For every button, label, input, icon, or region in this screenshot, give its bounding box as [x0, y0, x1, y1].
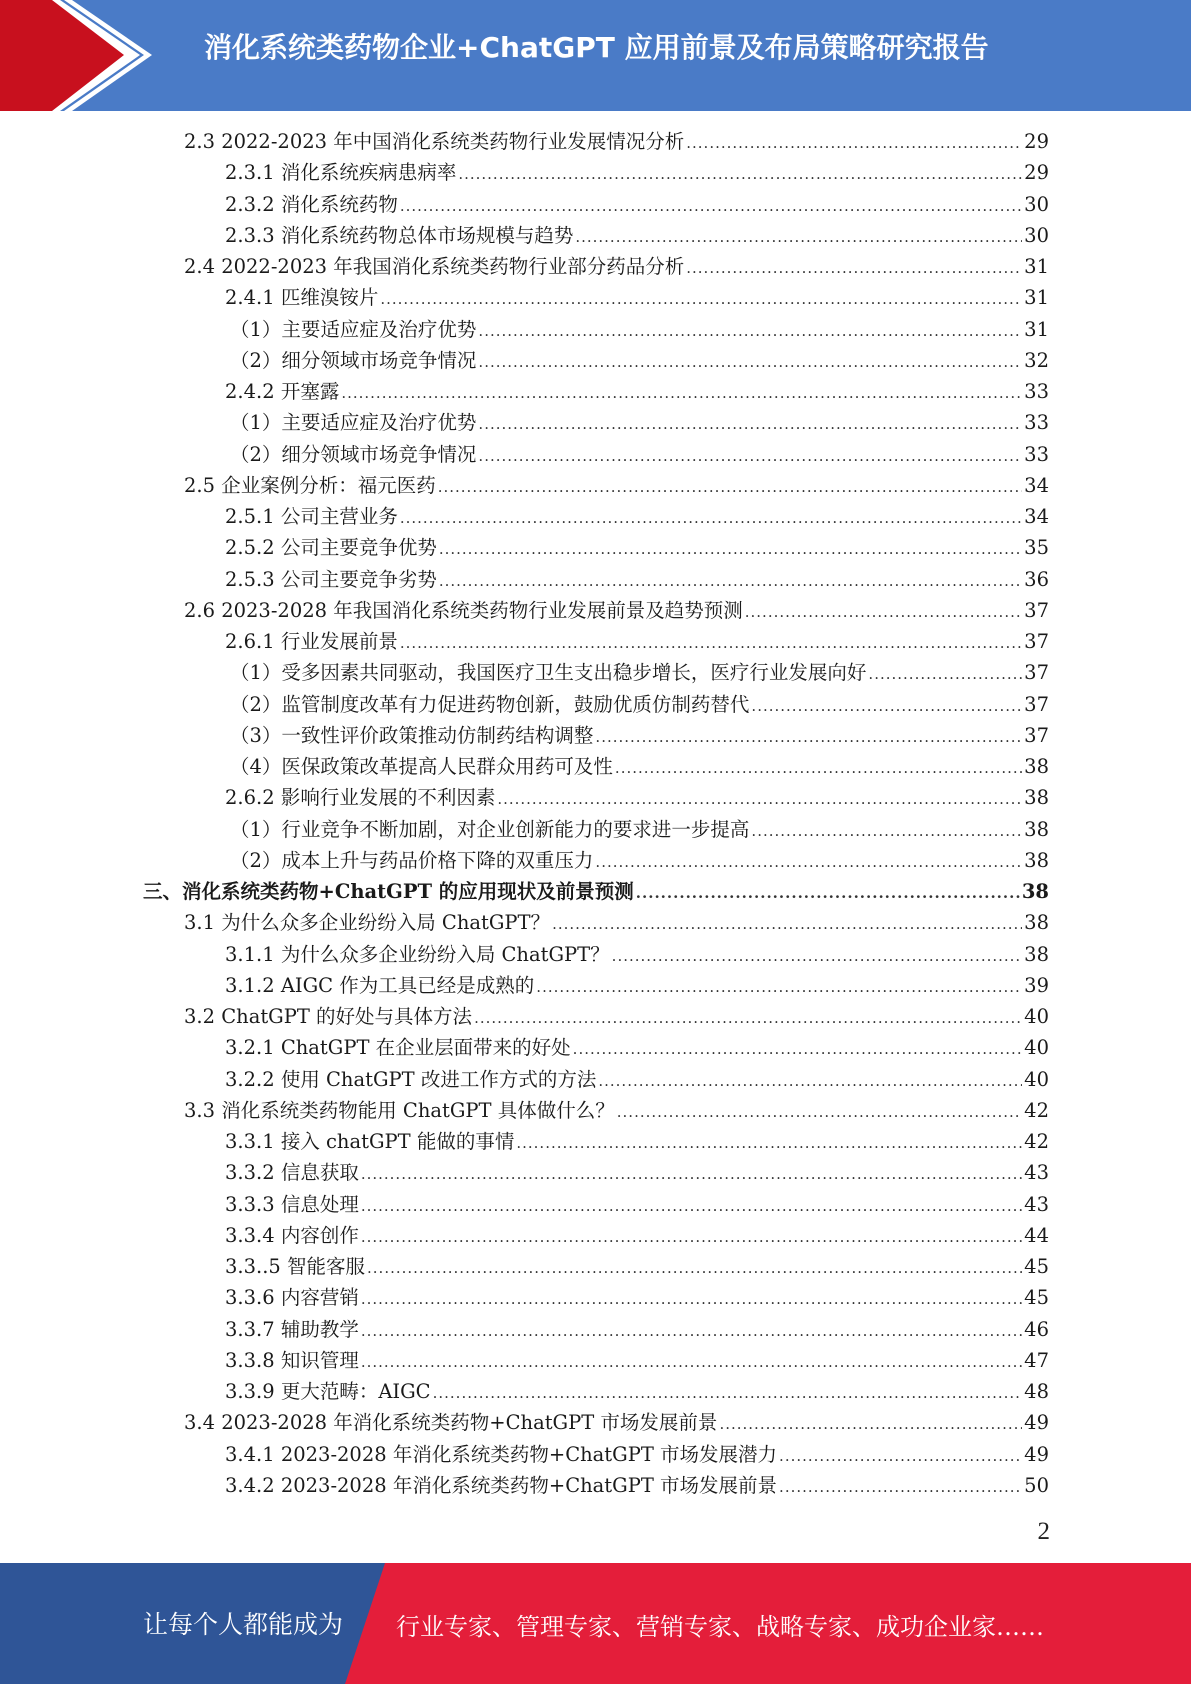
- toc-entry-page: 44: [1024, 1223, 1049, 1247]
- toc-dot-leader: [617, 1097, 1022, 1128]
- toc-dot-leader: [341, 378, 1022, 409]
- toc-entry-label: 2.4 2022-2023 年我国消化系统类药物行业部分药品分析: [184, 255, 685, 278]
- toc-entry[interactable]: [184, 907, 1049, 938]
- toc-entry[interactable]: [225, 282, 1049, 313]
- toc-entry-label: 3.3.7 辅助教学: [225, 1317, 359, 1341]
- toc-entry-page: 32: [1024, 348, 1049, 372]
- toc-dot-leader: [868, 659, 1022, 690]
- toc-entry[interactable]: [225, 532, 1049, 563]
- toc-entry-label: （1）行业竞争不断加剧，对企业创新能力的要求进一步提高: [230, 817, 750, 841]
- toc-dot-leader: [400, 191, 1022, 222]
- toc-entry-page: 36: [1024, 567, 1049, 591]
- toc-entry-page: 37: [1024, 661, 1049, 685]
- toc-entry-label: 3.3.8 知识管理: [225, 1348, 359, 1372]
- toc-dot-leader: [361, 1191, 1022, 1222]
- toc-entry[interactable]: [225, 157, 1049, 188]
- toc-dot-leader: [686, 128, 1022, 159]
- toc-entry-label: 三、消化系统类药物+ChatGPT 的应用现状及前景预测: [143, 880, 634, 903]
- toc-entry-label: 3.2.1 ChatGPT 在企业层面带来的好处: [225, 1036, 571, 1060]
- toc-entry-label: 2.6.2 影响行业发展的不利因素: [225, 786, 496, 810]
- toc-entry[interactable]: [230, 345, 1049, 376]
- toc-entry-label: 3.3 消化系统类药物能用 ChatGPT 具体做什么？: [184, 1098, 615, 1122]
- toc-dot-leader: [751, 691, 1022, 722]
- toc-entry-page: 33: [1024, 380, 1049, 403]
- toc-entry-page: 31: [1024, 317, 1049, 341]
- toc-dot-leader: [400, 503, 1022, 534]
- toc-entry[interactable]: [225, 1439, 1049, 1470]
- toc-entry-page: 46: [1024, 1317, 1049, 1341]
- toc-entry[interactable]: [230, 407, 1049, 438]
- toc-entry-page: 40: [1024, 1005, 1049, 1028]
- toc-entry-label: 3.3.3 信息处理: [225, 1192, 359, 1216]
- toc-entry[interactable]: [230, 657, 1049, 688]
- toc-entry[interactable]: [143, 876, 1049, 907]
- toc-entry-label: （4）医保政策改革提高人民群众用药可及性: [230, 755, 613, 778]
- toc-entry-page: 38: [1024, 942, 1049, 966]
- toc-entry-label: （2）成本上升与药品价格下降的双重压力: [230, 848, 594, 872]
- toc-entry-label: 2.5.2 公司主要竞争优势: [225, 536, 437, 560]
- toc-entry[interactable]: [225, 501, 1049, 532]
- toc-dot-leader: [361, 1347, 1022, 1378]
- toc-dot-leader: [361, 1316, 1022, 1347]
- toc-entry-label: 2.3.2 消化系统药物: [225, 192, 398, 216]
- toc-entry-label: 3.1.1 为什么众多企业纷纷入局 ChatGPT？: [225, 942, 610, 966]
- toc-dot-leader: [719, 1409, 1022, 1440]
- toc-entry[interactable]: [225, 1157, 1049, 1188]
- toc-dot-leader: [595, 722, 1022, 753]
- toc-dot-leader: [439, 534, 1022, 565]
- toc-entry-page: 42: [1024, 1130, 1049, 1153]
- toc-entry-label: 2.4.1 匹维溴铵片: [225, 286, 379, 310]
- toc-entry-label: 3.3.2 信息获取: [225, 1161, 359, 1185]
- toc-entry[interactable]: [184, 595, 1049, 626]
- toc-entry-page: 34: [1024, 505, 1049, 528]
- toc-entry-page: 31: [1024, 255, 1049, 278]
- toc-entry-page: 47: [1024, 1348, 1049, 1372]
- toc-entry-label: （2）监管制度改革有力促进药物创新，鼓励优质仿制药替代: [230, 692, 750, 716]
- toc-entry-page: 38: [1021, 880, 1049, 903]
- toc-entry-page: 29: [1024, 161, 1049, 185]
- toc-dot-leader: [595, 847, 1022, 878]
- toc-entry-page: 30: [1024, 223, 1049, 247]
- toc-entry[interactable]: [225, 1470, 1049, 1501]
- toc-entry-page: 42: [1024, 1098, 1049, 1122]
- page-header: [0, 0, 1191, 111]
- toc-entry-page: 38: [1024, 911, 1049, 935]
- toc-entry-label: 3.3.6 内容营销: [225, 1286, 359, 1310]
- toc-entry-label: 2.5 企业案例分析：福元医药: [184, 473, 436, 497]
- toc-entry-page: 31: [1024, 286, 1049, 310]
- toc-entry[interactable]: [230, 751, 1049, 782]
- toc-entry-page: 37: [1024, 630, 1049, 653]
- toc-dot-leader: [361, 1222, 1022, 1253]
- toc-entry[interactable]: [225, 1220, 1049, 1251]
- toc-dot-leader: [552, 909, 1022, 940]
- toc-entry[interactable]: [225, 220, 1049, 251]
- toc-dot-leader: [615, 753, 1022, 784]
- toc-entry-label: 2.6 2023-2028 年我国消化系统类药物行业发展前景及趋势预测: [184, 598, 743, 622]
- toc-entry[interactable]: [225, 1345, 1049, 1376]
- toc-entry-page: 35: [1024, 536, 1049, 560]
- toc-entry-label: 2.5.1 公司主营业务: [225, 505, 398, 528]
- toc-entry[interactable]: [230, 845, 1049, 876]
- toc-entry-page: 49: [1024, 1411, 1049, 1435]
- toc-entry[interactable]: [230, 689, 1049, 720]
- toc-entry[interactable]: [225, 626, 1049, 657]
- toc-dot-leader: [458, 159, 1022, 190]
- toc-dot-leader: [361, 1284, 1022, 1315]
- toc-entry-page: 30: [1024, 192, 1049, 216]
- toc-entry[interactable]: [184, 126, 1049, 157]
- toc-entry[interactable]: [184, 1095, 1049, 1126]
- toc-entry[interactable]: [230, 720, 1049, 751]
- toc-entry[interactable]: [225, 1032, 1049, 1063]
- toc-entry[interactable]: [225, 564, 1049, 595]
- toc-entry-page: 37: [1024, 692, 1049, 716]
- toc-dot-leader: [478, 316, 1022, 347]
- toc-entry[interactable]: [230, 814, 1049, 845]
- toc-entry-label: 3.2.2 使用 ChatGPT 改进工作方式的方法: [225, 1067, 597, 1091]
- toc-entry-label: 3.1.2 AIGC 作为工具已经是成熟的: [225, 973, 535, 997]
- toc-entry-label: 3.4 2023-2028 年消化系统类药物+ChatGPT 市场发展前景: [184, 1411, 718, 1435]
- toc-entry-page: 33: [1024, 442, 1049, 466]
- toc-entry-page: 38: [1024, 786, 1049, 810]
- toc-dot-leader: [598, 1066, 1022, 1097]
- toc-entry-page: 38: [1024, 848, 1049, 872]
- toc-entry-page: 40: [1024, 1036, 1049, 1060]
- toc-entry[interactable]: [225, 189, 1049, 220]
- toc-entry-page: 37: [1024, 723, 1049, 747]
- toc-entry-label: 2.6.1 行业发展前景: [225, 630, 398, 653]
- toc-entry-label: 3.1 为什么众多企业纷纷入局 ChatGPT？: [184, 911, 551, 935]
- toc-dot-leader: [779, 1472, 1022, 1503]
- toc-entry[interactable]: [225, 1126, 1049, 1157]
- toc-entry-page: 37: [1024, 598, 1049, 622]
- toc-entry[interactable]: [225, 1189, 1049, 1220]
- toc-entry-page: 33: [1024, 411, 1049, 435]
- toc-entry-page: 43: [1024, 1192, 1049, 1216]
- toc-entry-label: 2.3.3 消化系统药物总体市场规模与趋势: [225, 223, 574, 247]
- toc-dot-leader: [474, 1003, 1022, 1034]
- toc-entry[interactable]: [225, 782, 1049, 813]
- toc-entry[interactable]: [225, 970, 1049, 1001]
- toc-entry[interactable]: [225, 1251, 1049, 1282]
- toc-dot-leader: [433, 1378, 1023, 1409]
- toc-entry-page: 39: [1024, 973, 1049, 997]
- toc-entry-page: 45: [1024, 1255, 1049, 1278]
- toc-dot-leader: [612, 941, 1023, 972]
- toc-entry-label: 3.4.2 2023-2028 年消化系统类药物+ChatGPT 市场发展前景: [225, 1473, 778, 1497]
- toc-entry-page: 43: [1024, 1161, 1049, 1185]
- toc-entry[interactable]: [230, 439, 1049, 470]
- toc-entry-label: 3.3..5 智能客服: [225, 1255, 366, 1278]
- toc-entry-page: 40: [1024, 1067, 1049, 1091]
- toc-entry[interactable]: [184, 1001, 1049, 1032]
- toc-entry-label: 2.5.3 公司主要竞争劣势: [225, 567, 437, 591]
- toc-dot-leader: [779, 1441, 1022, 1472]
- toc-entry[interactable]: [184, 470, 1049, 501]
- toc-entry-label: 3.2 ChatGPT 的好处与具体方法: [184, 1005, 473, 1028]
- toc-dot-leader: [751, 816, 1022, 847]
- toc-entry-page: 34: [1024, 473, 1049, 497]
- toc-dot-leader: [573, 1034, 1023, 1065]
- toc-entry-label: （3）一致性评价政策推动仿制药结构调整: [230, 723, 594, 747]
- toc-entry-page: 50: [1024, 1473, 1049, 1497]
- toc-dot-leader: [516, 1128, 1022, 1159]
- toc-dot-leader: [380, 284, 1022, 315]
- toc-entry-page: 45: [1024, 1286, 1049, 1310]
- toc-entry-label: 2.3 2022-2023 年中国消化系统类药物行业发展情况分析: [184, 130, 685, 153]
- toc-entry[interactable]: [225, 939, 1049, 970]
- header-arrow-decoration: [0, 0, 160, 111]
- footer-slogan-right: 行业专家、管理专家、营销专家、战略专家、成功企业家……: [396, 1613, 1044, 1641]
- toc-dot-leader: [367, 1253, 1022, 1284]
- toc-entry[interactable]: [184, 251, 1049, 282]
- toc-entry-label: （1）主要适应症及治疗优势: [230, 317, 477, 341]
- toc-entry[interactable]: [184, 1407, 1049, 1438]
- toc-entry-label: （2）细分领域市场竞争情况: [230, 348, 477, 372]
- toc-dot-leader: [439, 566, 1022, 597]
- toc-dot-leader: [497, 784, 1022, 815]
- toc-dot-leader: [361, 1159, 1022, 1190]
- toc-entry[interactable]: [225, 376, 1049, 407]
- toc-entry-label: 3.3.4 内容创作: [225, 1223, 359, 1247]
- toc-entry-page: 48: [1024, 1380, 1049, 1403]
- toc-entry-label: 2.3.1 消化系统疾病患病率: [225, 161, 457, 185]
- toc-entry-label: 3.3.9 更大范畴：AIGC: [225, 1380, 431, 1403]
- toc-entry[interactable]: [225, 1314, 1049, 1345]
- toc-dot-leader: [636, 878, 1020, 909]
- toc-dot-leader: [536, 972, 1022, 1003]
- toc-dot-leader: [745, 597, 1022, 628]
- toc-entry-page: 38: [1024, 817, 1049, 841]
- toc-entry[interactable]: [225, 1376, 1049, 1407]
- report-title: 消化系统类药物企业+ChatGPT 应用前景及布局策略研究报告: [204, 31, 989, 64]
- footer-slogan-left: 让每个人都能成为: [143, 1610, 344, 1639]
- toc-dot-leader: [478, 347, 1022, 378]
- toc-entry-label: 2.4.2 开塞露: [225, 380, 340, 403]
- page-number: 2: [1037, 1518, 1050, 1545]
- toc-entry-label: 3.3.1 接入 chatGPT 能做的事情: [225, 1130, 515, 1153]
- toc-entry-page: 49: [1024, 1442, 1049, 1466]
- toc-entry-label: （2）细分领域市场竞争情况: [230, 442, 477, 466]
- toc-entry[interactable]: [230, 314, 1049, 345]
- toc-dot-leader: [400, 628, 1022, 659]
- toc-entry-label: 3.4.1 2023-2028 年消化系统类药物+ChatGPT 市场发展潜力: [225, 1442, 778, 1466]
- toc-entry-page: 29: [1024, 130, 1049, 153]
- toc-dot-leader: [438, 472, 1022, 503]
- toc-entry[interactable]: [225, 1282, 1049, 1313]
- toc-dot-leader: [686, 253, 1022, 284]
- page-footer: [0, 1563, 1191, 1684]
- toc-dot-leader: [478, 409, 1022, 440]
- toc-entry-label: （1）受多因素共同驱动，我国医疗卫生支出稳步增长，医疗行业发展向好: [230, 661, 867, 685]
- toc-dot-leader: [478, 441, 1022, 472]
- toc-entry-label: （1）主要适应症及治疗优势: [230, 411, 477, 435]
- toc-entry[interactable]: [225, 1064, 1049, 1095]
- toc-entry-page: 38: [1024, 755, 1049, 778]
- toc-dot-leader: [575, 222, 1022, 253]
